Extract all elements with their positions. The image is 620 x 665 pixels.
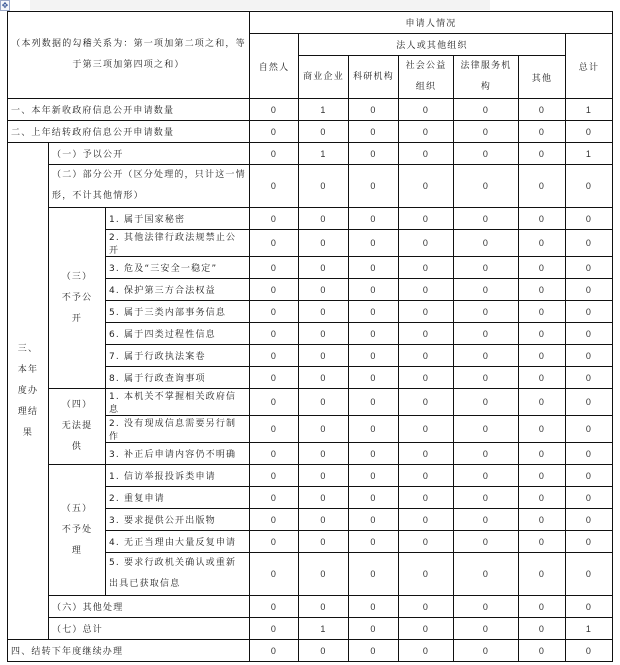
row-label-subtotal: （七）总计 [49, 618, 250, 640]
value-cell: 0 [566, 487, 613, 509]
value-cell: 0 [399, 230, 454, 257]
row-label-not-processed-item: 2. 重复申请 [106, 487, 250, 509]
value-cell: 0 [299, 416, 349, 443]
table-row [8, 121, 613, 143]
value-cell: 1 [299, 143, 349, 165]
value-cell: 0 [519, 509, 566, 531]
value-cell: 0 [349, 416, 399, 443]
table-row [8, 640, 613, 662]
value-cell: 0 [519, 640, 566, 662]
value-cell: 0 [349, 443, 399, 465]
row-label-disclosed: （一）予以公开 [49, 143, 250, 165]
value-cell: 0 [454, 323, 519, 345]
value-cell: 0 [519, 143, 566, 165]
section-3-label: 三、本年度办理结果 [8, 143, 49, 640]
value-cell: 0 [454, 345, 519, 367]
table-row [8, 165, 613, 208]
value-cell: 0 [519, 345, 566, 367]
value-cell: 0 [454, 487, 519, 509]
value-cell: 0 [399, 121, 454, 143]
value-cell: 0 [250, 208, 299, 230]
value-cell: 0 [250, 389, 299, 416]
value-cell: 0 [519, 99, 566, 121]
value-cell: 0 [250, 487, 299, 509]
value-cell: 0 [250, 301, 299, 323]
value-cell: 0 [349, 487, 399, 509]
value-cell: 0 [399, 531, 454, 553]
value-cell: 0 [349, 257, 399, 279]
value-cell: 0 [454, 416, 519, 443]
value-cell: 0 [250, 121, 299, 143]
table-row [8, 465, 613, 487]
disclosure-statistics-table [7, 11, 613, 662]
value-cell: 0 [566, 389, 613, 416]
group-label-unable-to-provide: （四）无法提供 [49, 389, 106, 465]
value-cell: 0 [566, 509, 613, 531]
row-label-other-processing: （六）其他处理 [49, 596, 250, 618]
value-cell: 0 [349, 618, 399, 640]
row-label-new-requests: 一、本年新收政府信息公开申请数量 [8, 99, 250, 121]
value-cell: 1 [566, 99, 613, 121]
value-cell: 0 [349, 143, 399, 165]
row-label-not-disclosed-item: 8. 属于行政查询事项 [106, 367, 250, 389]
applicant-group-header: 申请人情况 [250, 12, 613, 34]
value-cell: 0 [399, 367, 454, 389]
value-cell: 0 [299, 509, 349, 531]
value-cell: 0 [399, 553, 454, 596]
value-cell: 0 [519, 323, 566, 345]
value-cell: 0 [519, 230, 566, 257]
value-cell: 0 [349, 531, 399, 553]
value-cell: 0 [250, 443, 299, 465]
value-cell: 0 [399, 257, 454, 279]
value-cell: 0 [399, 143, 454, 165]
value-cell: 0 [519, 301, 566, 323]
row-label-not-processed-item: 5. 要求行政机关确认或重新出具已获取信息 [106, 553, 250, 596]
value-cell: 0 [399, 487, 454, 509]
value-cell: 0 [250, 257, 299, 279]
value-cell: 0 [566, 345, 613, 367]
value-cell: 0 [399, 416, 454, 443]
value-cell: 0 [349, 509, 399, 531]
value-cell: 0 [519, 531, 566, 553]
col-header-commercial: 商业企业 [299, 56, 349, 99]
value-cell: 0 [299, 596, 349, 618]
value-cell: 0 [349, 553, 399, 596]
group-label-not-processed: （五）不予处理 [49, 465, 106, 596]
value-cell: 0 [250, 165, 299, 208]
group-label-not-disclosed: （三）不予公开 [49, 208, 106, 389]
value-cell: 0 [566, 465, 613, 487]
value-cell: 0 [299, 443, 349, 465]
value-cell: 0 [454, 121, 519, 143]
value-cell: 0 [454, 531, 519, 553]
value-cell: 0 [566, 257, 613, 279]
value-cell: 0 [399, 208, 454, 230]
value-cell: 0 [454, 509, 519, 531]
value-cell: 0 [349, 367, 399, 389]
value-cell: 0 [250, 323, 299, 345]
value-cell: 0 [519, 596, 566, 618]
value-cell: 0 [349, 99, 399, 121]
table-move-handle-icon[interactable]: ✥ [1, 1, 9, 10]
value-cell: 1 [299, 99, 349, 121]
value-cell: 0 [299, 257, 349, 279]
value-cell: 0 [299, 165, 349, 208]
value-cell: 0 [566, 531, 613, 553]
value-cell: 0 [399, 323, 454, 345]
value-cell: 0 [454, 443, 519, 465]
value-cell: 0 [299, 487, 349, 509]
value-cell: 0 [250, 553, 299, 596]
value-cell: 0 [566, 279, 613, 301]
value-cell: 0 [566, 553, 613, 596]
value-cell: 0 [566, 208, 613, 230]
table-row [8, 389, 613, 416]
row-label-not-disclosed-item: 6. 属于四类过程性信息 [106, 323, 250, 345]
value-cell: 0 [349, 230, 399, 257]
row-label-carried-over: 二、上年结转政府信息公开申请数量 [8, 121, 250, 143]
value-cell: 0 [399, 596, 454, 618]
value-cell: 0 [566, 416, 613, 443]
value-cell: 0 [349, 596, 399, 618]
table-row [8, 99, 613, 121]
value-cell: 0 [566, 165, 613, 208]
value-cell: 0 [519, 257, 566, 279]
value-cell: 0 [399, 618, 454, 640]
table-row [8, 143, 613, 165]
value-cell: 0 [250, 345, 299, 367]
value-cell: 0 [519, 553, 566, 596]
row-label-carry-forward: 四、结转下年度继续办理 [8, 640, 250, 662]
value-cell: 0 [299, 465, 349, 487]
col-header-total: 总计 [566, 34, 613, 99]
col-header-legal-service: 法律服务机构 [454, 56, 519, 99]
row-label-unable-to-provide-item: 1. 本机关不掌握相关政府信息 [106, 389, 250, 416]
value-cell: 0 [519, 279, 566, 301]
row-label-partial: （二）部分公开（区分处理的，只计这一情形，不计其他情形） [49, 165, 250, 208]
legal-group-header: 法人或其他组织 [299, 34, 566, 56]
value-cell: 0 [349, 389, 399, 416]
value-cell: 0 [250, 509, 299, 531]
table-row [8, 208, 613, 230]
header-note: （本列数据的勾稽关系为：第一项加第二项之和，等于第三项加第四项之和） [8, 12, 250, 99]
value-cell: 0 [349, 165, 399, 208]
value-cell: 0 [250, 416, 299, 443]
value-cell: 0 [349, 345, 399, 367]
value-cell: 0 [299, 367, 349, 389]
value-cell: 0 [299, 389, 349, 416]
value-cell: 0 [566, 367, 613, 389]
ruler-bar [30, 0, 490, 10]
value-cell: 0 [250, 99, 299, 121]
value-cell: 0 [349, 208, 399, 230]
value-cell: 0 [399, 345, 454, 367]
value-cell: 0 [454, 596, 519, 618]
value-cell: 0 [519, 487, 566, 509]
value-cell: 0 [299, 531, 349, 553]
row-label-not-disclosed-item: 7. 属于行政执法案卷 [106, 345, 250, 367]
value-cell: 0 [349, 121, 399, 143]
value-cell: 0 [399, 509, 454, 531]
row-label-unable-to-provide-item: 2. 没有现成信息需要另行制作 [106, 416, 250, 443]
value-cell: 0 [566, 121, 613, 143]
value-cell: 0 [250, 596, 299, 618]
row-label-unable-to-provide-item: 3. 补正后申请内容仍不明确 [106, 443, 250, 465]
col-header-research: 科研机构 [349, 56, 399, 99]
value-cell: 1 [566, 618, 613, 640]
value-cell: 0 [454, 279, 519, 301]
value-cell: 0 [519, 465, 566, 487]
value-cell: 0 [399, 443, 454, 465]
value-cell: 0 [349, 640, 399, 662]
value-cell: 0 [299, 230, 349, 257]
value-cell: 0 [566, 323, 613, 345]
value-cell: 0 [454, 553, 519, 596]
value-cell: 0 [399, 301, 454, 323]
value-cell: 0 [454, 640, 519, 662]
value-cell: 0 [399, 99, 454, 121]
value-cell: 0 [250, 618, 299, 640]
value-cell: 0 [250, 143, 299, 165]
value-cell: 0 [299, 121, 349, 143]
value-cell: 0 [519, 416, 566, 443]
value-cell: 0 [349, 301, 399, 323]
value-cell: 0 [519, 165, 566, 208]
value-cell: 1 [299, 618, 349, 640]
value-cell: 0 [399, 640, 454, 662]
value-cell: 0 [454, 389, 519, 416]
value-cell: 0 [454, 618, 519, 640]
value-cell: 0 [566, 443, 613, 465]
value-cell: 0 [399, 279, 454, 301]
row-label-not-disclosed-item: 3. 危及“三安全一稳定” [106, 257, 250, 279]
value-cell: 0 [299, 323, 349, 345]
value-cell: 0 [299, 553, 349, 596]
value-cell: 0 [566, 640, 613, 662]
value-cell: 0 [454, 208, 519, 230]
value-cell: 0 [454, 257, 519, 279]
value-cell: 0 [454, 165, 519, 208]
table-row [8, 596, 613, 618]
value-cell: 0 [250, 465, 299, 487]
col-header-other: 其他 [519, 56, 566, 99]
value-cell: 1 [566, 143, 613, 165]
value-cell: 0 [519, 443, 566, 465]
value-cell: 0 [299, 301, 349, 323]
value-cell: 0 [299, 208, 349, 230]
value-cell: 0 [299, 345, 349, 367]
value-cell: 0 [519, 367, 566, 389]
value-cell: 0 [454, 230, 519, 257]
row-label-not-disclosed-item: 1. 属于国家秘密 [106, 208, 250, 230]
value-cell: 0 [454, 143, 519, 165]
value-cell: 0 [250, 640, 299, 662]
value-cell: 0 [349, 465, 399, 487]
table-row [8, 618, 613, 640]
value-cell: 0 [250, 367, 299, 389]
value-cell: 0 [519, 208, 566, 230]
value-cell: 0 [454, 301, 519, 323]
col-header-public-welfare: 社会公益组织 [399, 56, 454, 99]
row-label-not-processed-item: 1. 信访举报投诉类申请 [106, 465, 250, 487]
row-label-not-processed-item: 4. 无正当理由大量反复申请 [106, 531, 250, 553]
value-cell: 0 [454, 99, 519, 121]
value-cell: 0 [399, 389, 454, 416]
row-label-not-disclosed-item: 5. 属于三类内部事务信息 [106, 301, 250, 323]
value-cell: 0 [349, 323, 399, 345]
row-label-not-disclosed-item: 2. 其他法律行政法规禁止公开 [106, 230, 250, 257]
value-cell: 0 [519, 618, 566, 640]
value-cell: 0 [399, 165, 454, 208]
value-cell: 0 [566, 230, 613, 257]
value-cell: 0 [566, 596, 613, 618]
value-cell: 0 [250, 279, 299, 301]
value-cell: 0 [519, 121, 566, 143]
value-cell: 0 [250, 230, 299, 257]
value-cell: 0 [566, 301, 613, 323]
value-cell: 0 [349, 279, 399, 301]
value-cell: 0 [519, 389, 566, 416]
value-cell: 0 [454, 465, 519, 487]
row-label-not-disclosed-item: 4. 保护第三方合法权益 [106, 279, 250, 301]
value-cell: 0 [299, 279, 349, 301]
col-header-natural-person: 自然人 [250, 34, 299, 99]
value-cell: 0 [399, 465, 454, 487]
value-cell: 0 [299, 640, 349, 662]
row-label-not-processed-item: 3. 要求提供公开出版物 [106, 509, 250, 531]
value-cell: 0 [454, 367, 519, 389]
value-cell: 0 [250, 531, 299, 553]
